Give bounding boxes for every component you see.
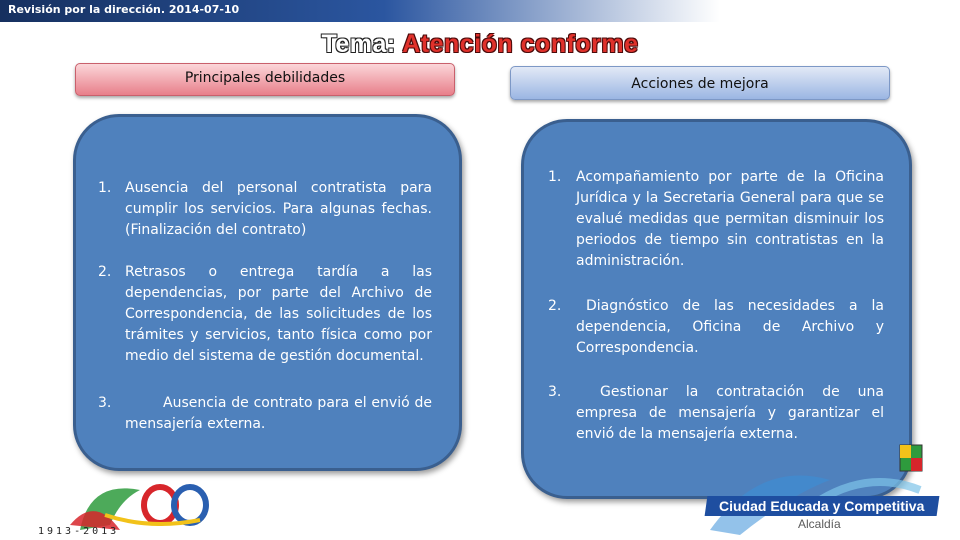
weaknesses-heading: Principales debilidades (75, 63, 455, 96)
item-number: 1. (548, 169, 562, 185)
item-text: Ausencia de contrato para el envió de mensajería externa. (125, 395, 432, 432)
item-number: 2. (548, 298, 562, 314)
alcaldia-label: Alcaldía (798, 517, 841, 531)
improvement-item (548, 382, 884, 445)
item-text: Ausencia del personal contratista para cumplir los servicios. Para algunas fechas. (Finalización del contrato) (125, 180, 432, 238)
item-text: Gestionar la contratación de una empresa de mensajería y garantizar el envió de la mensajería externa. (576, 384, 884, 442)
item-number: 3. (548, 384, 562, 400)
title-main: Atención conforme (402, 30, 639, 58)
title-prefix: Tema: (321, 30, 396, 58)
item-number: 1. (98, 180, 112, 196)
slide-title (0, 30, 960, 59)
item-text: Retrasos o entrega tardía a las dependencias, por parte del Archivo de Correspondencia, de las solicitudes de los trámites y servicios, tanto física como por medio del sistema de gestión documental. (125, 264, 432, 364)
improvements-heading: Acciones de mejora (510, 66, 890, 100)
slogan-text: Ciudad Educada y Competitiva (719, 498, 925, 514)
review-label: Revisión por la dirección. 2014-07-10 (8, 3, 240, 16)
item-number: 2. (98, 264, 112, 280)
item-number: 3. (98, 395, 112, 411)
item-text: Acompañamiento por parte de la Oficina Jurídica y la Secretaria General para que se evalué medidas que permitan disminuir los periodos de tiempo sin contratistas en la administración. (576, 169, 884, 269)
item-text: Diagnóstico de las necesidades a la dependencia, Oficina de Archivo y Correspondencia. (576, 298, 884, 356)
weakness-item (98, 178, 432, 241)
weakness-item (98, 262, 432, 367)
weakness-item (98, 393, 432, 435)
logo-years: 1913-2013 (38, 526, 120, 537)
improvement-item (548, 167, 884, 272)
weaknesses-panel (73, 114, 462, 471)
improvement-item (548, 296, 884, 359)
city-slogan (705, 496, 940, 516)
